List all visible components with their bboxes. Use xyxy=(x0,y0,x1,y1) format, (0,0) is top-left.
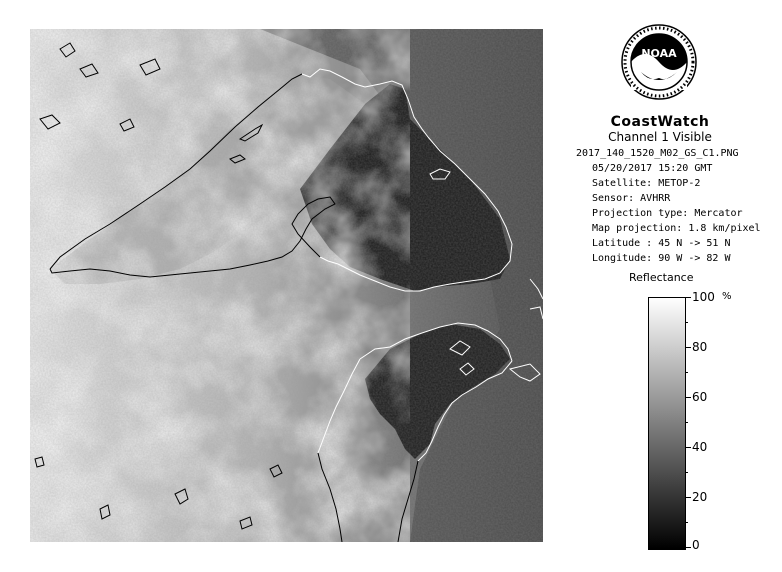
tick-label: 20 xyxy=(692,490,708,504)
satellite-info: Satellite: METOP-2 xyxy=(592,178,701,189)
minor-tick xyxy=(685,472,688,473)
date-time: 05/20/2017 15:20 GMT xyxy=(592,163,713,174)
tick-label: 60 xyxy=(692,390,708,404)
minor-tick xyxy=(685,522,688,523)
file-name: 2017_140_1520_M02_GS_C1.PNG xyxy=(576,148,739,159)
minor-tick xyxy=(685,372,688,373)
noaa-logo xyxy=(621,24,697,100)
tick-mark xyxy=(685,447,691,448)
tick-label: 100 xyxy=(692,290,715,304)
latitude-range: Latitude : 45 N -> 51 N xyxy=(592,238,731,249)
channel-subtitle: Channel 1 Visible xyxy=(608,130,712,144)
legend-unit: % xyxy=(722,291,732,302)
longitude-range: Longitude: 90 W -> 82 W xyxy=(592,253,731,264)
tick-label: 40 xyxy=(692,440,708,454)
projection-type: Projection type: Mercator xyxy=(592,208,743,219)
image-grain xyxy=(30,29,543,542)
reflectance-colorbar xyxy=(648,297,686,550)
map-projection: Map projection: 1.8 km/pixel xyxy=(592,223,761,234)
tick-mark xyxy=(685,547,691,548)
minor-tick xyxy=(685,322,688,323)
sensor-info: Sensor: AVHRR xyxy=(592,193,671,204)
app-title: CoastWatch xyxy=(610,114,710,130)
tick-mark xyxy=(685,397,691,398)
legend-title: Reflectance xyxy=(629,271,694,284)
tick-mark xyxy=(685,347,691,348)
tick-mark xyxy=(685,297,691,298)
noaa-logo-svg xyxy=(621,24,697,100)
tick-label: 0 xyxy=(692,538,700,552)
minor-tick xyxy=(685,422,688,423)
tick-label: 80 xyxy=(692,340,708,354)
satellite-image xyxy=(30,29,543,542)
tick-mark xyxy=(685,497,691,498)
logo-text: NOAA xyxy=(641,47,677,60)
satellite-map-svg xyxy=(30,29,543,542)
